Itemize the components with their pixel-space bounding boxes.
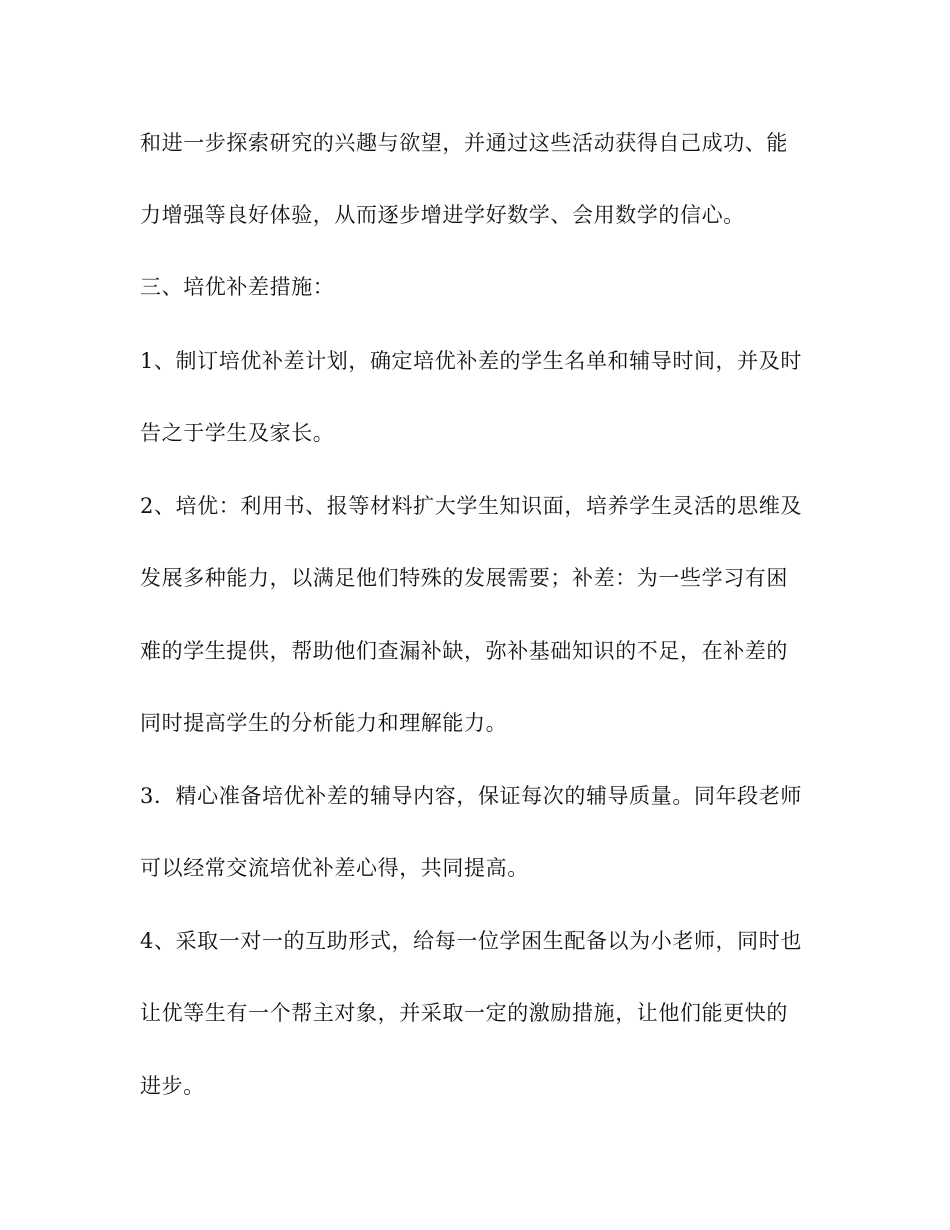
text-line: 2、培优：利用书、报等材料扩大学生知识面，培养学生灵活的思维及: [140, 494, 802, 518]
text-line: 告之于学生及家长。: [140, 421, 335, 445]
text-line: 1、制订培优补差计划，确定培优补差的学生名单和辅导时间，并及时: [140, 349, 802, 373]
text-line: 让优等生有一个帮主对象，并采取一定的激励措施，让他们能更快的: [140, 1001, 788, 1025]
text-line: 3．精心准备培优补差的辅导内容，保证每次的辅导质量。同年段老师: [140, 784, 802, 808]
text-line: 和进一步探索研究的兴趣与欲望，并通过这些活动获得自己成功、能: [140, 131, 788, 155]
text-line: 力增强等良好体验，从而逐步增进学好数学、会用数学的信心。: [140, 203, 745, 227]
section-heading: 三、培优补差措施：: [140, 275, 335, 299]
text-line: 可以经常交流培优补差心得，共同提高。: [140, 856, 529, 880]
text-line: 进步。: [140, 1074, 205, 1098]
text-line: 发展多种能力，以满足他们特殊的发展需要；补差：为一些学习有困: [140, 566, 788, 590]
text-line: 难的学生提供，帮助他们查漏补缺，弥补基础知识的不足，在补差的: [140, 639, 788, 663]
text-line: 同时提高学生的分析能力和理解能力。: [140, 711, 508, 735]
text-line: 4、采取一对一的互助形式，给每一位学困生配备以为小老师，同时也: [140, 929, 802, 953]
